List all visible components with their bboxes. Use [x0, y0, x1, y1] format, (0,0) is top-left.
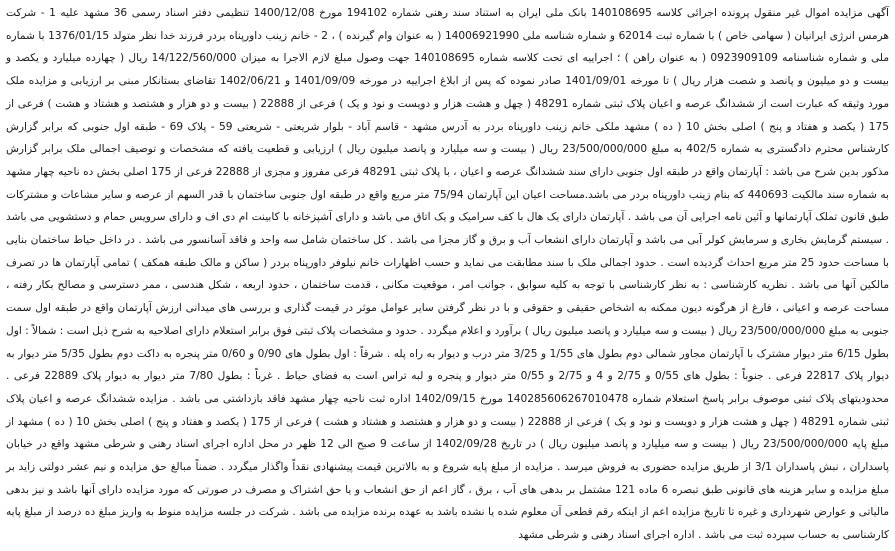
auction-notice-text: آگهی مزایده اموال غیر منقول پرونده اجرائی کلاسه 140108695 بانک ملی ایران به استناد سند رهنی شماره 194102 مورخ 1400/12/08 تنظیمی دفتر اسناد رسمی 36 مشهد علیه 1 - شرکت هرمس انرژی ایرانیان ( سهامی خاص ) با شماره ثبت 62014 و شماره شناسه ملی 14006921990 ( به عنوان وام گیرنده ) ، 2 - خانم زینب داورپناه بردر فرزند خدا نظر متولد 1376/01/15 با شماره ملی و شماره شناسنامه 0923909109 ( به عنوان راهن ) ؛ اجراییه ای تحت کلاسه شماره 140108695 جهت وصول مبلغ لازم الاجرا به میزان 14/122/560/000 ریال ( چهارده میلیارد و یکصد و بیست و دو میلیون و پانصد و شصت هزار ریال ) تا مورخه 1401/09/01 صادر نموده که پس از ابلاغ اجراییه در مورخه 1401/09/09 و 1402/06/21 تقاضای بستانکار مبنی بر ارزیابی و مزایده ملک مورد وثیقه که عبارت است از ششدانگ عرصه و اعیان پلاک ثبتی شماره 48291 ( چهل و هشت هزار و دویست و نود و یک ) فرعی از 22888 ( بیست و دو هزار و هشتصد و هشتاد و هشت ) فرعی از 175 ( یکصد و هفتاد و پنج ) اصلی بخش 10 ( ده ) مشهد ملکی خانم زینب داورپناه بردر به آدرس مشهد - قاسم آباد - بلوار شریعتی - شریعتی 59 - پلاک 69 - طبقه اول جنوبی که برابر گزارش کارشناس محترم دادگستری به شماره 402/5 به مبلغ 23/500/000/000 ریال ( بیست و سه میلیارد و پانصد میلیون ریال ) ارزیابی و قطعیت یافته که مشخصات و توصیف اجمالی ملک برابر گزارش مذکور بدین شرح می باشد : آپارتمان واقع در طبقه اول جنوبی دارای سند ششدانگ عرصه و اعیان ، با پلاک ثبتی 48291 فرعی مفروز و مجزی از 22888 فرعی از 175 اصلی بخش ده ناحیه چهار مشهد به شماره سند مالکیت 440693 که بنام زینب داورپناه بردر می باشد.مساحت اعیان این آپارتمان 75/94 متر مربع واقع در طبقه اول جنوبی ساختمان با قدر السهم از عرصه و سایر مشاعات و مشترکات طبق قانون تملک آپارتمانها و آئین نامه اجرایی آن می باشد . آپارتمان دارای یک هال با کف سرامیک و یک اتاق می باشد و دارای آشپزخانه با کابینت ام دی اف و دارای سرویس حمام و دستشویی می باشد . سیستم گرمایش بخاری و سرمایش کولر آبی می باشد و آپارتمان دارای انشعاب آب و برق و گاز مجزا می باشد . کل ساختمان شامل سه واحد و فاقد آسانسور می باشد . در داخل حیاط ساختمان بنایی با مساحت حدود 25 متر مربع احداث گردیده است . حدود اجمالی ملک با سند مطابقت می نماید و حسب اظهارات خانم نیلوفر داورپناه بردر ( ساکن و مالک طبقه همکف ) تمامی آپارتمان ها در تصرف مالکین آنها می باشد . نظریه کارشناسی : به نظر کارشناسی با توجه به کلیه سوابق ، جوانب امر ، موقعیت مکانی ، قدمت ساختمان ، حدود اربعه ، شکل هندسی ، ممر دسترسی و مصالح بکار رفته ، مساحت عرصه و اعیانی ، فارغ از هرگونه دیون ممکنه به اشخاص حقیقی و حقوقی و با در نظر گرفتن سایر عوامل موثر در قیمت گذاری و بررسی های میدانی ارزش آپارتمان واقع در طبقه اول سمت جنوبی به مبلغ 23/500/000/000 ریال ( بیست و سه میلیارد و پانصد میلیون ریال ) برآورد و اعلام میگردد . حدود و مشخصات پلاک ثبتی فوق برابر استعلام دارای اصلاحیه به شرح ذیل است : شمالاً : اول بطول 6/15 متر دیوار مشترک با آپارتمان مجاور شمالی دوم بطول های 1/55 و 3/25 متر درب و دیوار به راه پله . شرقاً : اول بطول های 0/90 و 0/60 متر پنجره به داکت دوم بطول 5/35 متر دیوار به دیوار پلاک 22817 فرعی . جنوباً : بطول های 0/55 و 2/75 و 4 و 2/75 و 0/55 متر دیوار و پنجره و لبه تراس است به فضای حیاط . غرباً : بطول 7/80 متر دیوار به دیوار پلاک 22889 فرعی . محدودیتهای پلاک ثبتی موصوف برابر پاسخ استعلام شماره 140285606267010478 مورخ 1402/09/15 اداره ثبت ناحیه چهار مشهد فاقد بازداشتی می باشد . مزایده ششدانگ عرصه و اعیان پلاک ثبتی شماره 48291 ( چهل و هشت هزار و دویست و نود و یک ) فرعی از 22888 ( بیست و دو هزار و هشتصد و هشتاد و هشت ) فرعی از 175 ( یکصد و هفتاد و پنج ) اصلی بخش 10 ( ده ) مشهد از مبلغ پایه 23/500/000/000 ریال ( بیست و سه میلیارد و پانصد میلیون ریال ) در تاریخ 1402/09/28 از ساعت 9 صبح الی 12 ظهر در محل اداره اجرای اسناد رهنی و شرطی مشهد واقع در خیابان پاسداران ، نبش پاسداران 3/1 از طریق مزایده حضوری به فروش میرسد . مزایده از مبلغ پایه شروع و به بالاترین قیمت پیشنهادی نقداً واگذار میگردد . ضمناً مبالغ حق مزایده و نیم عشر دولتی زاید بر مبلغ مزایده و سایر هزینه های قانونی طبق تبصره 6 ماده 121 مشتمل بر بدهی های آب ، برق ، گاز اعم از حق انشعاب و یا حق اشتراک و مصرف در صورتی که مورد مزایده دارای آنها باشد و نیز بدهی مالیاتی و عوارض شهرداری و غیره تا تاریخ مزایده اعم از اینکه رقم قطعی آن معلوم شده یا نشده باشد به عهده برنده مزایده می باشد . شرکت در جلسه مزایده منوط به واریز مبلغ ده درصد از مبلغ پایه کارشناسی به حساب سپرده ثبت می باشد . اداره اجرای اسناد رهنی و شرطی مشهد [6, 7, 890, 542]
